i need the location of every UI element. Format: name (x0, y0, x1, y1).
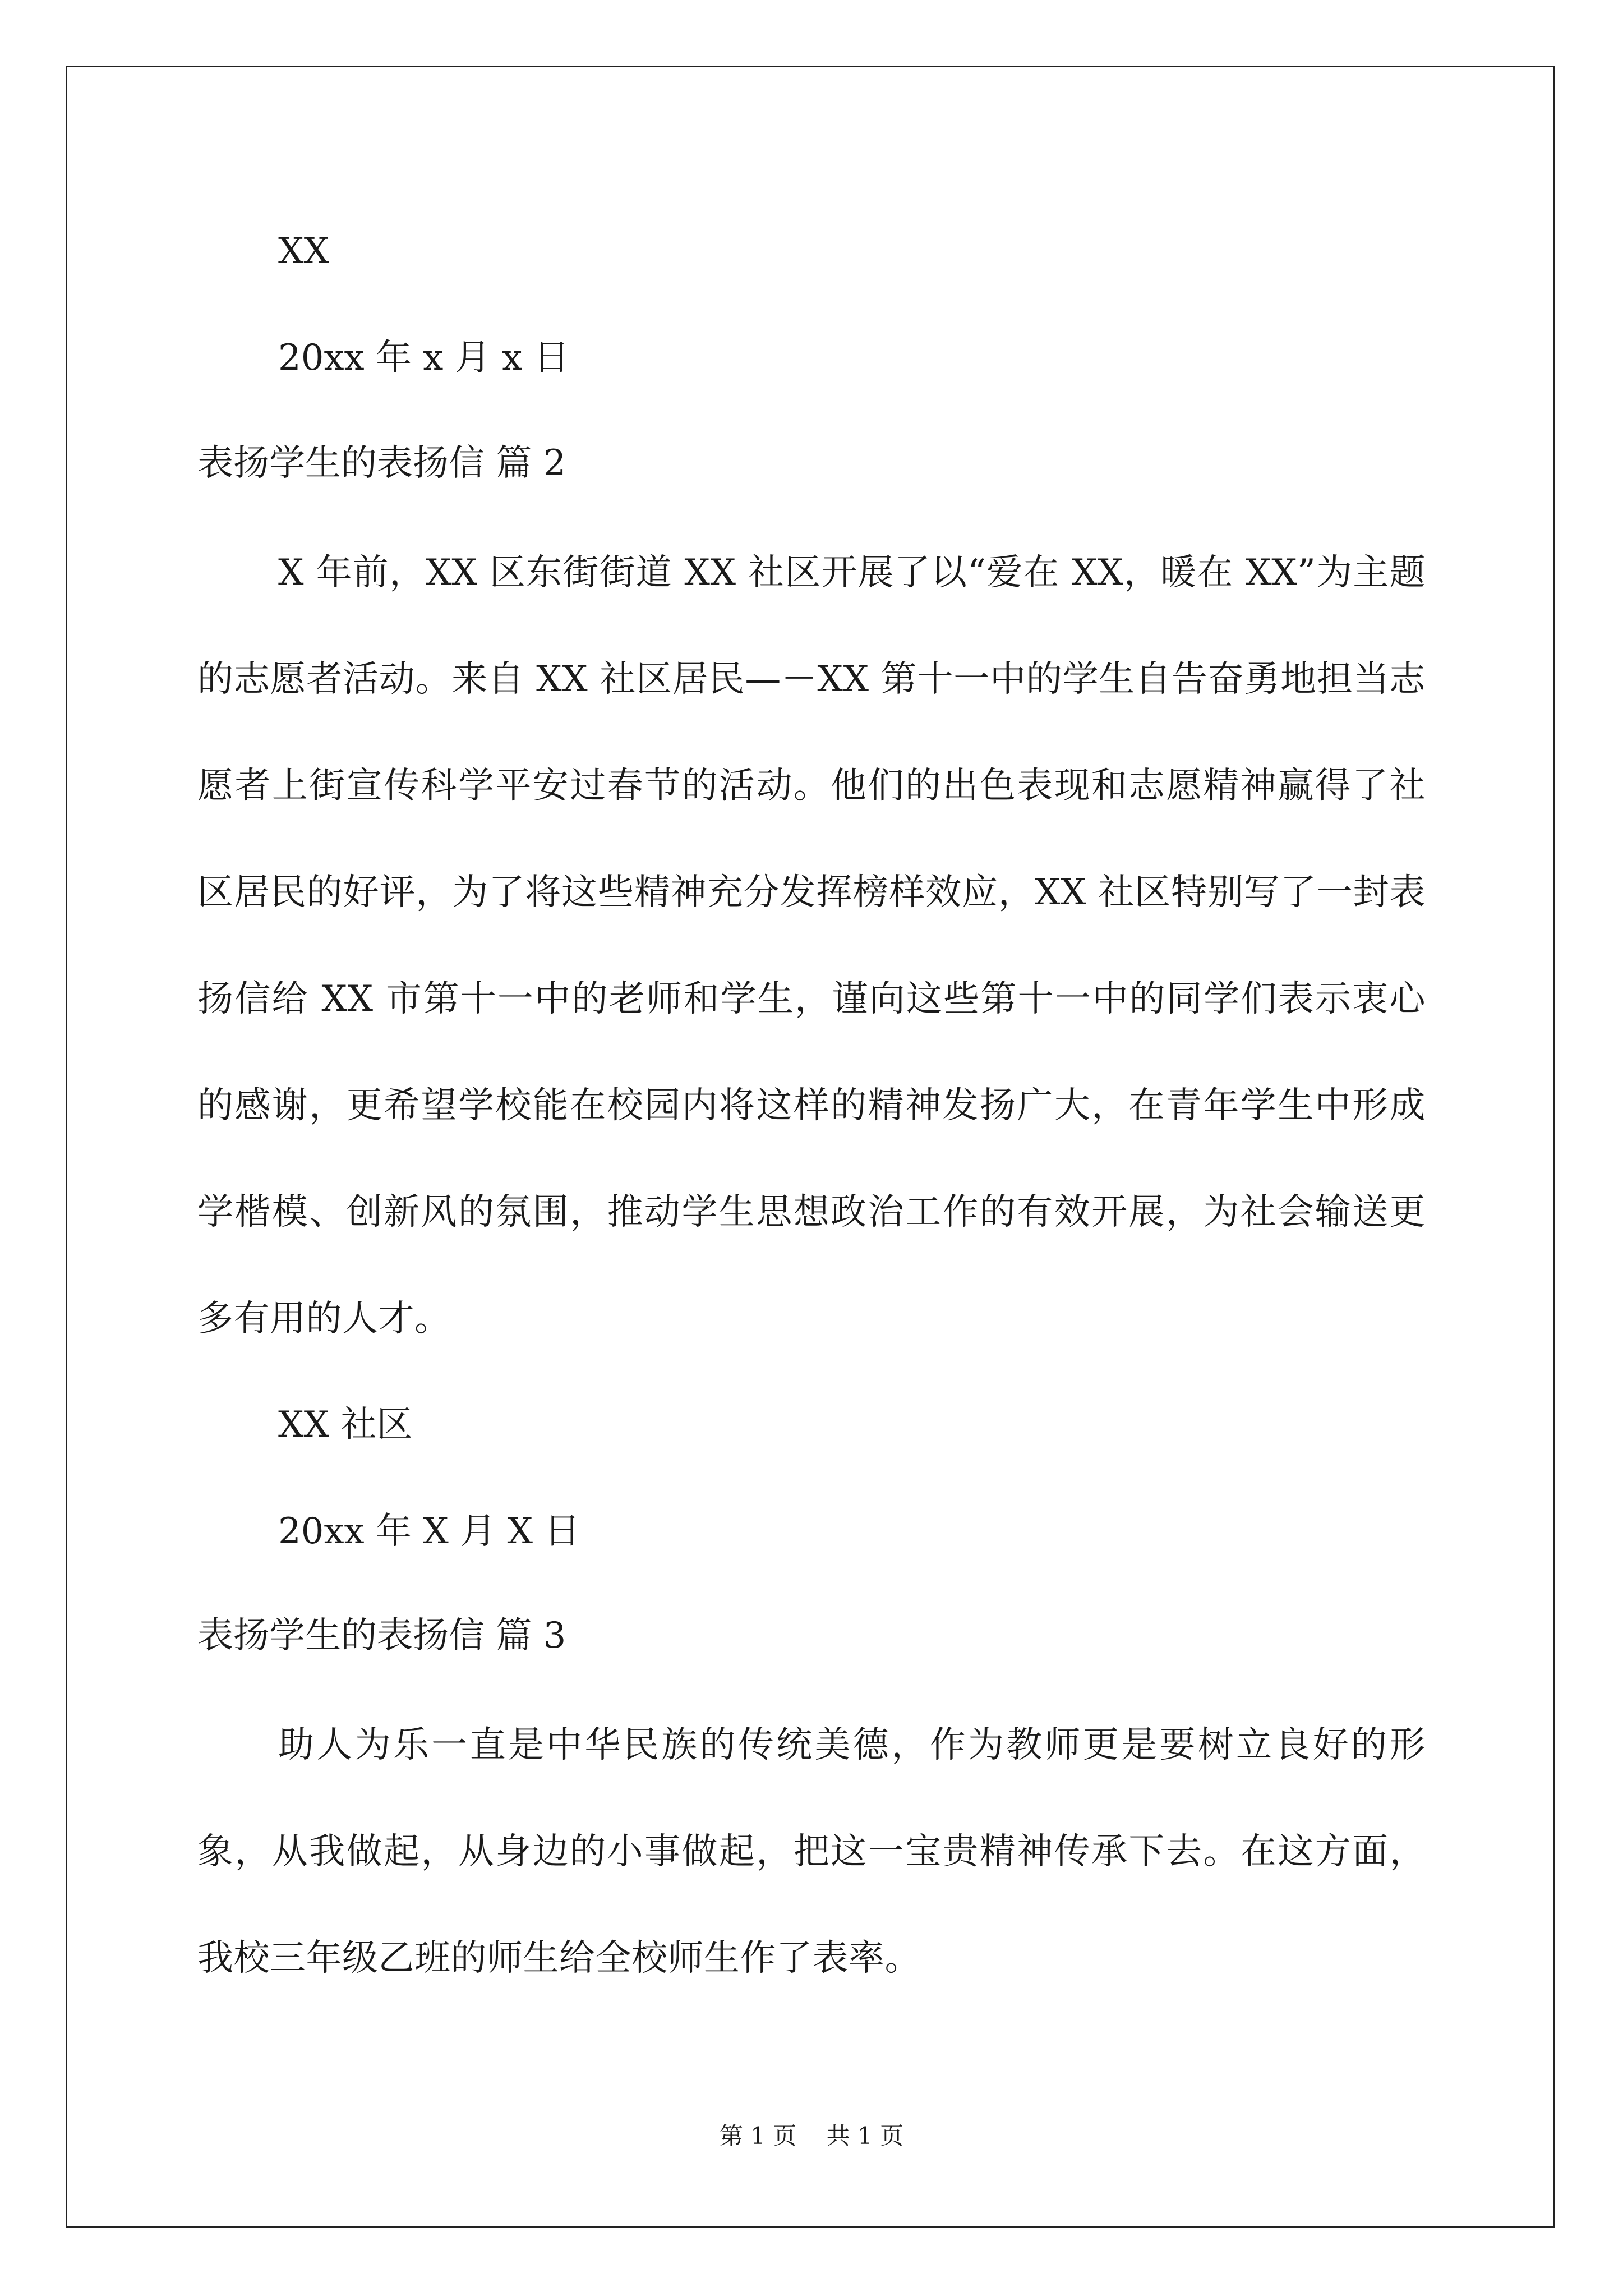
paragraph-3: 助人为乐一直是中华民族的传统美德，作为教师更是要树立良好的形象，从我做起，从身边的小事做起，把这一宝贵精神传承下去。在这方面，我校三年级乙班的师生给全校师生作了表率。 (197, 1724, 1426, 1979)
date-1: 20xx 年 x 月 x 日 (278, 337, 570, 379)
paragraph-2: X 年前，XX 区东街街道 XX 社区开展了以“爱在 XX，暖在 XX”为主题的志愿者活动。来自 XX 社区居民—－XX 第十一中的学生自告奋勇地担当志愿者上街宣传科学平安过春节的活动。他们的出色表现和志愿精神赢得了社区居民的好评，为了将这些精神充分发挥榜样效应，XX 社区特别写了一封表扬信给 XX 市第十一中的老师和学生，谨向这些第十一中的同学们表示衷心的感谢，更希望学校能在校园内将这样的精神发扬广大，在青年学生中形成学楷模、创新风的氛围，推动学生思想政治工作的有效开展，为社会输送更多有用的人才。 (197, 552, 1426, 1340)
heading-2: 表扬学生的表扬信 篇 2 (197, 443, 566, 484)
signature-1: XX (278, 231, 330, 272)
page-number-footer: 第 1 页 共 1 页 (719, 2122, 904, 2150)
date-2: 20xx 年 X 月 X 日 (278, 1511, 580, 1552)
signature-2: XX 社区 (278, 1404, 413, 1446)
heading-3: 表扬学生的表扬信 篇 3 (197, 1615, 566, 1657)
